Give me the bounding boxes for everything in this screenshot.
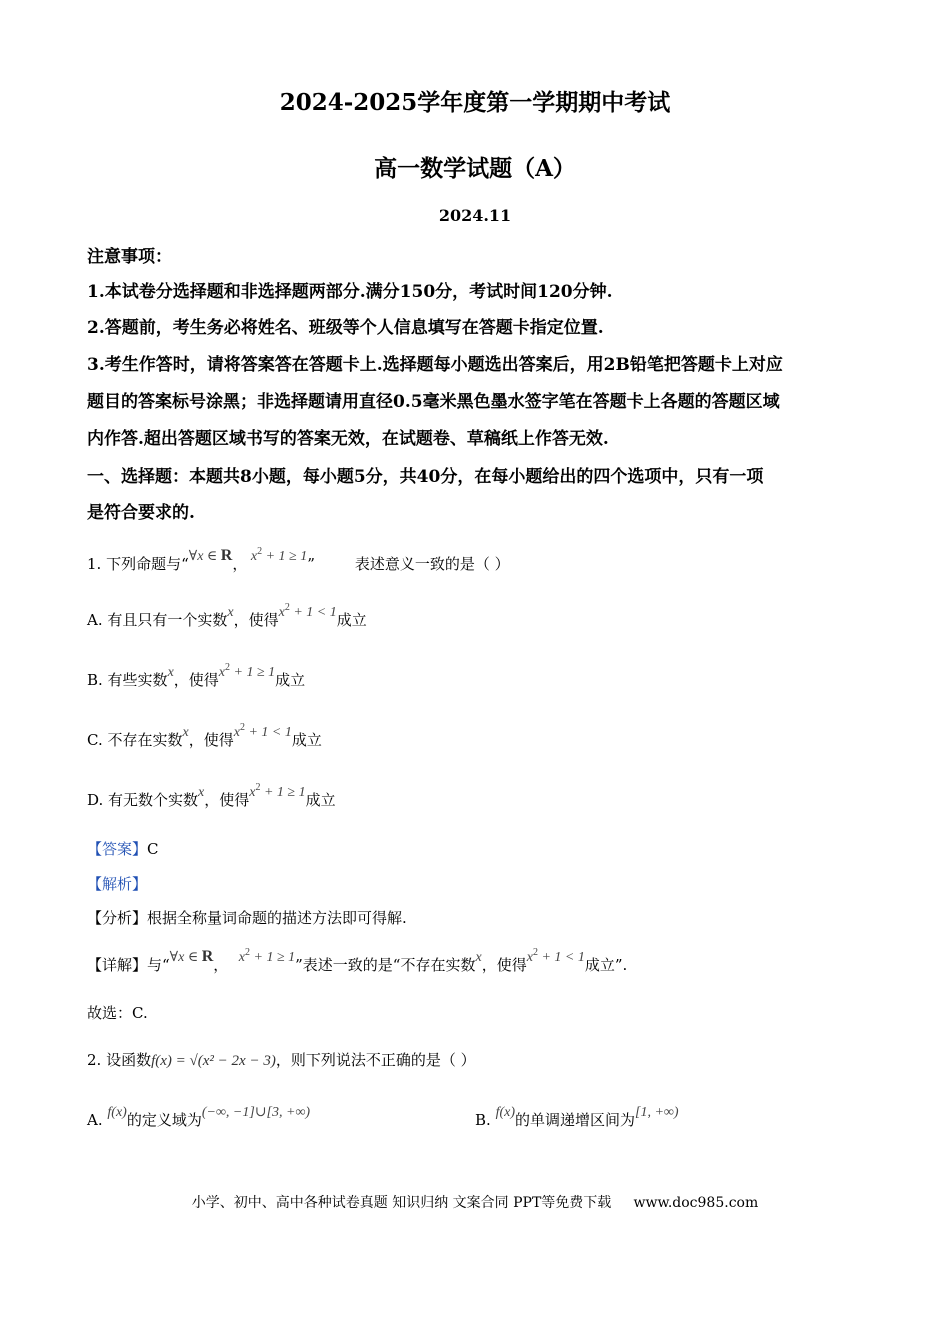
question-2-option-a: A. f(x)的定义域为(−∞, −1]∪[3, +∞) — [87, 1105, 311, 1129]
question-2-option-b: B. f(x)的单调递增区间为[1, +∞) — [475, 1105, 679, 1129]
footer — [0, 1192, 950, 1212]
notes-item-2: 2.答题前，考生务必将姓名、班级等个人信息填写在答题卡指定位置. — [87, 318, 604, 338]
notes-item-3-line-2: 题目的答案标号涂黑；非选择题请用直径0.5毫米黑色墨水签字笔在答题卡上各题的答题区域 — [87, 392, 780, 412]
question-1-analysis-tag: 【解析】 — [87, 875, 148, 893]
question-1-prefix: 1. 下列命题与“ — [87, 555, 189, 573]
question-1-choice: 故选：C. — [87, 1004, 148, 1022]
exam-title: 2024-2025学年度第一学期期中考试 — [279, 89, 671, 116]
question-1-suffix: 表述意义一致的是（ ） — [354, 555, 510, 573]
footer-url[interactable]: www.doc985.com — [633, 1195, 759, 1211]
question-1-math-forall: ∀x ∈ R — [188, 547, 233, 564]
question-2-function-math: f(x) = √(x² − 2x − 3) — [151, 1053, 276, 1069]
question-1-option-a: A. 有且只有一个实数x，使得$x^2 + 1 < 1$成立 — [87, 602, 367, 629]
question-1-detail: 【详解】与“∀x ∈ R， $x^2 + 1 \ge 1$”表述一致的是“不存在实数x，使得$x^2 + 1 < 1$成立”. — [87, 947, 628, 974]
notes-item-3-line-3: 内作答.超出答题区域书写的答案无效，在试题卷、草稿纸上作答无效. — [87, 429, 609, 449]
answer-value: C — [147, 840, 159, 858]
question-1-option-b: B. 有些实数x，使得$x^2 + 1 \ge 1$成立 — [87, 662, 306, 689]
section-1-line-2: 是符合要求的. — [87, 503, 195, 523]
notes-item-3-line-1: 3.考生作答时，请将答案答在答题卡上.选择题每小题选出答案后，用2B铅笔把答题卡上对应 — [87, 355, 783, 375]
footer-text: 小学、初中、高中各种试卷真题 知识归纳 文案合同 PPT等免费下载 — [191, 1195, 612, 1211]
question-1-math-inequality: $x^2 + 1 \ge 1$ — [250, 546, 308, 564]
notes-item-1: 1.本试卷分选择题和非选择题两部分.满分150分，考试时间120分钟. — [87, 282, 613, 302]
answer-tag: 【答案】 — [87, 840, 148, 858]
question-1-stem: 1. 下列命题与“∀x ∈ R， $x^2 + 1 \ge 1$” 表述意义一致的是（ ） — [87, 546, 510, 573]
exam-date: 2024.11 — [438, 206, 512, 225]
question-1-fenxi: 【分析】根据全称量词命题的描述方法即可得解. — [87, 909, 407, 927]
notes-heading: 注意事项： — [87, 247, 172, 267]
question-2-stem: 2. 设函数f(x) = √(x² − 2x − 3)，则下列说法不正确的是（ ） — [87, 1051, 476, 1069]
question-1-option-c: C. 不存在实数x，使得$x^2 + 1 < 1$成立 — [87, 722, 322, 749]
question-1-option-d: D. 有无数个实数x，使得$x^2 + 1 \ge 1$成立 — [87, 782, 336, 809]
question-1-answer — [87, 838, 159, 859]
exam-subtitle: 高一数学试题（A） — [374, 155, 576, 182]
section-1-line-1: 一、选择题：本题共8小题，每小题5分，共40分，在每小题给出的四个选项中，只有一项 — [87, 467, 764, 487]
